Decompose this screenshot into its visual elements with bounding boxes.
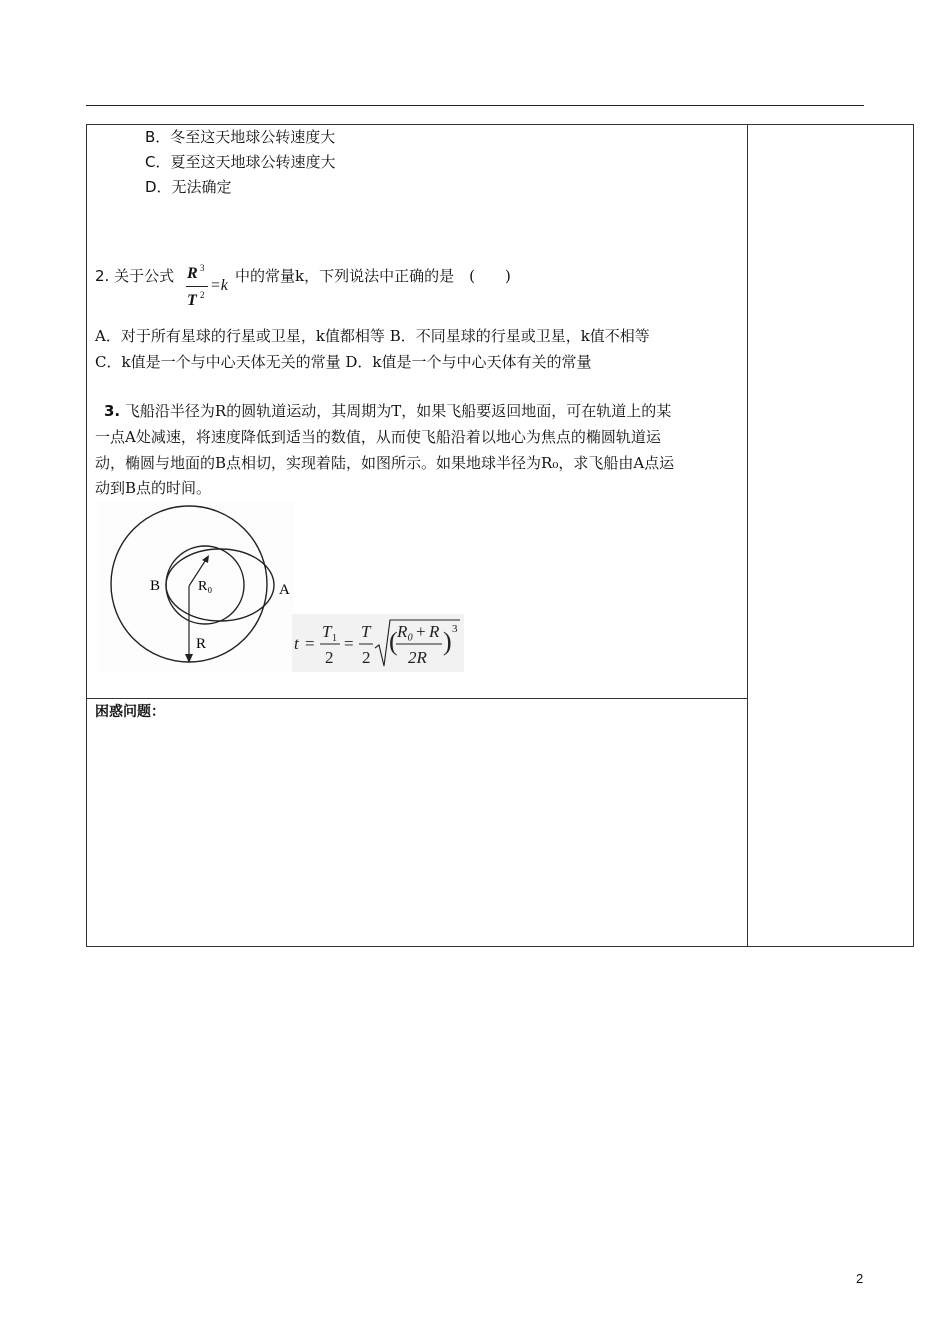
page-number: 2 (856, 1271, 864, 1286)
orbit-diagram (99, 500, 294, 672)
svg-text:1: 1 (332, 633, 337, 644)
label-a: A (279, 582, 290, 598)
q1-option-b: B．冬至这天地球公转速度大 (145, 128, 336, 146)
q3-number: 3. (104, 402, 121, 420)
svg-text:2: 2 (325, 648, 334, 667)
q2-stem (95, 266, 174, 286)
row-divider (87, 698, 747, 699)
confusion-label: 困惑问题： (95, 704, 165, 720)
label-b: B (150, 578, 161, 594)
q2-lead: 关于公式 (114, 267, 175, 285)
svg-text:t: t (294, 634, 299, 653)
svg-text:=: = (344, 634, 354, 653)
svg-text:): ) (443, 627, 452, 656)
q2-stem-tail: 中的常量k，下列说法中正确的是 ( ) (235, 267, 511, 285)
q3-line3: 动，椭圆与地面的B点相切，实现着陆，如图所示。如果地球半径为R₀，求飞船由A点运 (95, 454, 675, 472)
q2-number: 2. (95, 267, 110, 285)
svg-text:=: = (305, 634, 315, 653)
q3-line1: 3. 飞船沿半径为R的圆轨道运动，其周期为T，如果飞船要返回地面，可在轨道上的某 (104, 402, 672, 420)
header-rule (86, 105, 864, 106)
svg-text:(: ( (389, 627, 398, 656)
label-r: R (196, 636, 207, 652)
q2-options-line2: C．k值是一个与中心天体无关的常量 D．k值是一个与中心天体有关的常量 (95, 353, 592, 371)
label-r0: R₀ (198, 579, 213, 594)
q3-line4: 动到B点的时间。 (95, 479, 212, 497)
svg-text:T: T (322, 622, 332, 641)
svg-text:T: T (361, 622, 371, 641)
svg-text:+: + (416, 622, 426, 641)
svg-text:2: 2 (362, 648, 371, 667)
svg-text:3: 3 (452, 623, 458, 635)
q1-option-c: C．夏至这天地球公转速度大 (145, 153, 336, 171)
q3-line2: 一点A处减速，将速度降低到适当的数值，从而使飞船沿着以地心为焦点的椭圆轨道运 (95, 428, 661, 446)
svg-text:R: R (429, 622, 440, 641)
q2-options-line1: A．对于所有星球的行星或卫星，k值都相等 B．不同星球的行星或卫星，k值不相等 (95, 327, 650, 345)
svg-text:2R: 2R (408, 648, 427, 667)
q1-option-d: D．无法确定 (145, 178, 232, 196)
column-divider (747, 125, 748, 946)
answer-formula (292, 614, 464, 672)
svg-text:R₀: R₀ (397, 622, 414, 641)
